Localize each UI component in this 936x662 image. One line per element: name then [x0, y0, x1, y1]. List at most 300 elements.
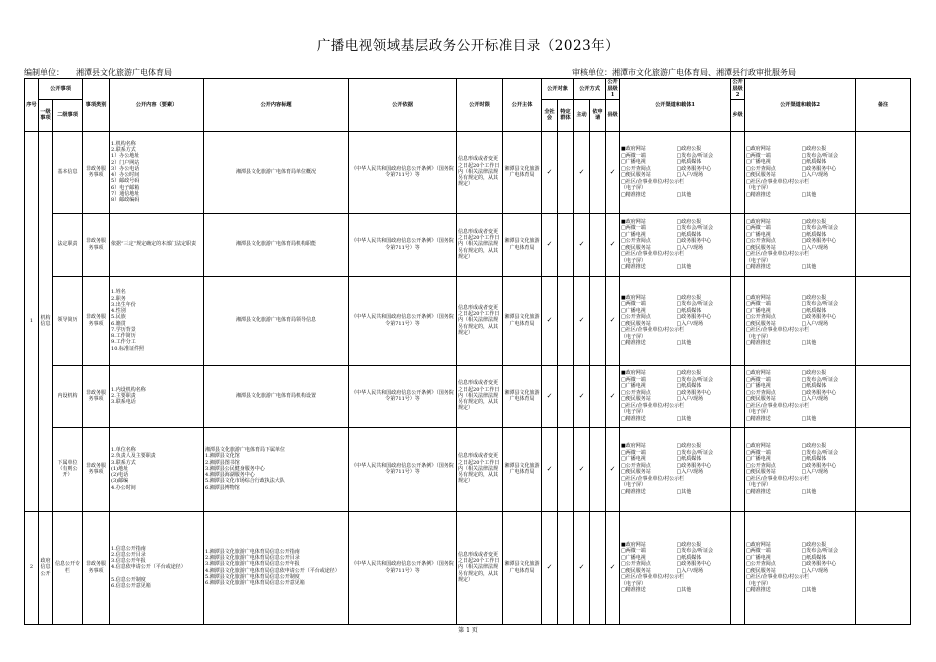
- channel-option: □精准推送: [746, 191, 771, 198]
- channel-option: （电子屏）: [746, 333, 772, 340]
- channel-option: □其他: [676, 415, 692, 422]
- header-target-all: 全社会: [542, 99, 558, 131]
- channel-option: □便民服务站: [746, 396, 776, 402]
- channel-option: □公开查阅点: [621, 314, 651, 320]
- channel-option: □政府公报: [676, 370, 702, 376]
- channel-list: [621, 370, 729, 422]
- channel-option: □发布会/听证会: [801, 301, 838, 307]
- channel-option: □两微一端: [621, 225, 646, 231]
- table-row: [25, 276, 911, 365]
- channel-option: □社区/企事业单位/村公示栏: [746, 251, 810, 257]
- header-subject: 公开主体: [503, 79, 542, 132]
- check-county: ✓: [606, 276, 620, 365]
- check-township: [731, 276, 745, 365]
- check-county: ✓: [606, 131, 620, 213]
- channel-option: □政府公报: [676, 541, 702, 548]
- channel-option: □入户/现场: [801, 469, 828, 475]
- channel-option: □发布会/听证会: [801, 376, 838, 383]
- timing: 信息形成或者变更之日起20个工作日内（相关法律法规另有规定的，从其规定）: [457, 365, 503, 427]
- reviewer-unit: 审核单位：湘潭市文化旅游广电体育局、湘潭县行政审批服务局: [572, 68, 796, 77]
- channel-option: □精准推送: [621, 587, 646, 593]
- channel-option: □广播电视: [746, 231, 771, 238]
- channel-option: □公开查阅点: [621, 165, 651, 172]
- channel-option: □纸质媒体: [801, 231, 827, 238]
- basis: 《中华人民共和国政府信息公开条例》（国务院令第711号）等: [349, 131, 457, 213]
- check-township: [731, 131, 745, 213]
- header-timing: 公开时限: [457, 79, 503, 132]
- channel-option: □纸质媒体: [801, 159, 827, 165]
- header-channel1: 公开渠道和载体1: [620, 79, 731, 132]
- channel-option: □发布会/听证会: [676, 548, 713, 554]
- channel-option: □精准推送: [621, 415, 646, 422]
- row-seq: 1: [25, 131, 39, 511]
- channel-option: □纸质媒体: [676, 231, 702, 238]
- channel-option: □公开查阅点: [746, 561, 776, 567]
- note: [856, 131, 911, 213]
- channel-option: □便民服务站: [746, 244, 776, 251]
- channel-option: □其他: [801, 488, 817, 495]
- note: [856, 213, 911, 276]
- timing: 信息形成或者变更之日起20个工作日内（相关法律法规另有规定的，从其规定）: [457, 131, 503, 213]
- channel1-cell: [620, 276, 731, 365]
- channel-option: （电子屏）: [621, 185, 647, 191]
- channel-option: □广播电视: [621, 383, 646, 389]
- channel-option: □广播电视: [621, 159, 646, 165]
- check-specific: [558, 276, 574, 365]
- channel-option: □公开查阅点: [621, 462, 651, 469]
- header-items: 公开事项: [39, 79, 83, 100]
- check-specific: [558, 511, 574, 624]
- note: [856, 511, 911, 624]
- subject: 湘潭县文化旅游广电体育局: [503, 365, 542, 427]
- check-all-society: ✓: [542, 131, 558, 213]
- channel-option: □公开查阅点: [621, 561, 651, 567]
- channel-option: □公开查阅点: [621, 389, 651, 396]
- level2-item: 基本信息: [53, 131, 83, 213]
- channel-option: ■政府网站: [621, 294, 646, 301]
- channel-option: □发布会/听证会: [676, 376, 713, 383]
- content-title: 湘潭县文化旅游广电体育局领导信息: [204, 276, 349, 365]
- content-title: 湘潭县文化旅游广电体育局单位概况: [204, 131, 349, 213]
- channel-option: □入户/现场: [801, 244, 828, 251]
- channel-option: ■政府网站: [621, 146, 646, 152]
- channel-option: □政务服务中心: [801, 238, 837, 244]
- check-on-request: [590, 131, 606, 213]
- header-level2-item: 二级事项: [53, 99, 83, 131]
- level1-item: 政府信息公开: [39, 511, 53, 624]
- channel-option: □两微一端: [621, 301, 646, 307]
- channel-option: □其他: [676, 264, 692, 270]
- channel-option: □政府公报: [801, 370, 827, 376]
- check-county: ✓: [606, 427, 620, 511]
- channel-option: □政务服务中心: [676, 165, 712, 172]
- channel-option: □广播电视: [746, 456, 771, 462]
- channel-option: □便民服务站: [746, 172, 776, 178]
- channel2-cell: [745, 276, 856, 365]
- channel-option: □纸质媒体: [676, 307, 702, 314]
- channel-option: □精准推送: [746, 587, 771, 593]
- channel-option: □政务服务中心: [676, 561, 712, 567]
- channel-list: [621, 219, 729, 271]
- item-type: 非政务服务事项: [83, 213, 110, 276]
- channel-list: [746, 443, 854, 495]
- header-note: 备注: [856, 79, 911, 132]
- channel-option: □便民服务站: [621, 567, 651, 574]
- channel-option: □政务服务中心: [801, 314, 837, 320]
- check-township: [731, 511, 745, 624]
- channel-option: □政府公报: [801, 218, 827, 225]
- check-township: [731, 213, 745, 276]
- item-type: 非政务服务事项: [83, 131, 110, 213]
- channel-option: （电子屏）: [746, 409, 772, 415]
- check-all-society: ✓: [542, 427, 558, 511]
- channel1-cell: [620, 427, 731, 511]
- content-elements: 依据“三定”规定确定的本部门法定职责: [110, 213, 204, 276]
- channel-option: □广播电视: [746, 307, 771, 314]
- channel1-cell: [620, 365, 731, 427]
- check-all-society: ✓: [542, 276, 558, 365]
- channel-option: □精准推送: [746, 488, 771, 495]
- channel-option: □入户/现场: [801, 320, 828, 327]
- table-row: [25, 511, 911, 624]
- channel-option: □两微一端: [621, 376, 646, 383]
- row-seq: 2: [25, 511, 39, 624]
- basis: 《中华人民共和国政府信息公开条例》（国务院令第711号）等: [349, 511, 457, 624]
- content-elements: 1.机构名称 2.联系方式 1）办公地址 2）门户网站 3）办公电话 4）办公时间 5）邮政号码 6）电子邮箱 7）通信地址 8）邮政编码: [110, 131, 204, 213]
- header-level1: 公开层级1: [607, 79, 618, 98]
- channel-option: □便民服务站: [621, 469, 651, 475]
- subject: 湘潭县文化旅游广电体育局: [503, 213, 542, 276]
- channel-option: □社区/企事业单位/村公示栏: [621, 574, 685, 580]
- check-all-society: ✓: [542, 213, 558, 276]
- channel-option: □便民服务站: [621, 320, 651, 327]
- channel-option: □公开查阅点: [746, 314, 776, 320]
- header-level2: 公开层级2: [732, 79, 743, 98]
- level2-item: 法定职责: [53, 213, 83, 276]
- content-elements: 1.内设机构名称 2.主要职责 3.联系电话: [110, 365, 204, 427]
- check-county: ✓: [606, 365, 620, 427]
- header-active: 主动: [574, 99, 590, 131]
- channel-option: □便民服务站: [746, 320, 776, 327]
- check-specific: [558, 427, 574, 511]
- channel-option: □其他: [801, 191, 817, 198]
- channel-option: □政府公报: [676, 443, 702, 449]
- channel-option: □两微一端: [621, 152, 646, 159]
- catalog-table-wrap: [24, 78, 911, 617]
- channel-option: □社区/企事业单位/村公示栏: [746, 327, 810, 333]
- channel-option: □政府公报: [801, 443, 827, 449]
- check-active: ✓: [574, 131, 590, 213]
- channel-list: [621, 295, 729, 347]
- channel-option: □政府网站: [746, 541, 771, 548]
- timing: 信息形成或者变更之日起20个工作日内（相关法律法规另有规定的，从其规定）: [457, 276, 503, 365]
- channel-list: [746, 295, 854, 347]
- channel-option: □广播电视: [746, 383, 771, 389]
- channel-option: □社区/企事业单位/村公示栏: [621, 327, 685, 333]
- content-elements: 1.单位名称 2.负责人及主要职责 3.联系方式 (1)地址 (2)电话 (3)邮编 4.办公时间: [110, 427, 204, 511]
- basis: 《中华人民共和国政府信息公开条例》（国务院令第711号）等: [349, 427, 457, 511]
- subject: 湘潭县文化旅游广电体育局: [503, 276, 542, 365]
- channel-option: □两微一端: [621, 548, 646, 554]
- channel-option: □纸质媒体: [801, 554, 827, 561]
- timing: 信息形成或者变更之日起20个工作日内（相关法律法规另有规定的，从其规定）: [457, 427, 503, 511]
- channel-option: □发布会/听证会: [801, 152, 838, 159]
- content-title: 湘潭县文化旅游广电体育局机构设置: [204, 365, 349, 427]
- channel-option: □便民服务站: [621, 244, 651, 251]
- channel-option: □公开查阅点: [621, 238, 651, 244]
- channel-option: □便民服务站: [621, 396, 651, 402]
- timing: 信息形成或者变更之日起20个工作日内（相关法律法规另有规定的，从其规定）: [457, 511, 503, 624]
- channel-option: □政务服务中心: [676, 462, 712, 469]
- header-level1-item: 一级事项: [39, 99, 53, 131]
- check-county: ✓: [606, 213, 620, 276]
- channel-option: （电子屏）: [621, 482, 647, 488]
- table-row: [25, 427, 911, 511]
- channel-option: □纸质媒体: [676, 456, 702, 462]
- check-township: [731, 365, 745, 427]
- channel-option: □发布会/听证会: [801, 548, 838, 554]
- check-on-request: [590, 427, 606, 511]
- check-active: ✓: [574, 511, 590, 624]
- item-type: 非政务服务事项: [83, 365, 110, 427]
- header-on-request: 依申请: [590, 99, 606, 131]
- channel-option: □两微一端: [746, 376, 771, 383]
- page-footer: 第 1 页: [458, 627, 478, 634]
- channel-option: □政府公报: [676, 218, 702, 225]
- header-target-specific: 特定群体: [558, 99, 574, 131]
- channel-option: □政务服务中心: [801, 165, 837, 172]
- content-title: 湘潭县文化旅游广电体育局下属单位 1.湘潭县文化馆 2.湘潭县图书馆 3.湘潭县公民健身服务中心 4.湘潭县海湖服务中心 5.湘潭县文化市场综合行政执法大队 6.湘潭县博物馆: [204, 427, 349, 511]
- channel-option: □政务服务中心: [801, 561, 837, 567]
- channel-option: □纸质媒体: [801, 307, 827, 314]
- channel-option: □其他: [801, 587, 817, 593]
- channel-option: □政府公报: [676, 146, 702, 152]
- channel-option: □入户/现场: [676, 469, 703, 475]
- channel-option: □政务服务中心: [676, 389, 712, 396]
- channel-option: □其他: [801, 415, 817, 422]
- check-on-request: [590, 365, 606, 427]
- check-on-request: [590, 511, 606, 624]
- channel-option: □两微一端: [746, 225, 771, 231]
- channel-option: □广播电视: [621, 307, 646, 314]
- level2-item: 信息公开专栏: [53, 511, 83, 624]
- channel-option: □入户/现场: [676, 172, 703, 178]
- channel-option: □广播电视: [621, 554, 646, 561]
- channel-option: □入户/现场: [801, 396, 828, 402]
- channel-option: □政府公报: [676, 294, 702, 301]
- channel-option: □发布会/听证会: [676, 225, 713, 231]
- check-township: [731, 427, 745, 511]
- channel-option: （电子屏）: [746, 482, 772, 488]
- channel-option: □政务服务中心: [801, 462, 837, 469]
- channel-option: □政府网站: [746, 443, 771, 449]
- channel-list: [621, 146, 729, 198]
- channel-option: □发布会/听证会: [676, 449, 713, 456]
- subject: 湘潭县文化旅游广电体育局: [503, 427, 542, 511]
- channel-option: □入户/现场: [801, 172, 828, 178]
- table-row: [25, 131, 911, 213]
- channel-list: [621, 443, 729, 495]
- channel-option: □广播电视: [621, 456, 646, 462]
- note: [856, 365, 911, 427]
- channel-option: □两微一端: [621, 449, 646, 456]
- channel-option: □纸质媒体: [676, 159, 702, 165]
- channel1-cell: [620, 213, 731, 276]
- channel-option: （电子屏）: [621, 333, 647, 340]
- channel-option: （电子屏）: [746, 257, 772, 264]
- header-channel2: 公开渠道和载体2: [745, 79, 856, 132]
- channel-option: □公开查阅点: [746, 238, 776, 244]
- channel-option: □社区/企事业单位/村公示栏: [621, 402, 685, 409]
- check-county: ✓: [606, 511, 620, 624]
- channel-option: □政务服务中心: [676, 238, 712, 244]
- channel-option: □发布会/听证会: [676, 152, 713, 159]
- channel-option: □精准推送: [621, 340, 646, 346]
- check-specific: [558, 131, 574, 213]
- subject: 湘潭县文化旅游广电体育局: [503, 131, 542, 213]
- channel-option: □政府网站: [746, 370, 771, 376]
- channel-option: □广播电视: [746, 159, 771, 165]
- check-active: ✓: [574, 276, 590, 365]
- header-basis: 公开依据: [349, 79, 457, 132]
- channel-option: （电子屏）: [621, 580, 647, 587]
- channel-option: □两微一端: [746, 548, 771, 554]
- channel-list: [746, 370, 854, 422]
- check-all-society: ✓: [542, 365, 558, 427]
- channel-option: □入户/现场: [676, 244, 703, 251]
- channel-option: □纸质媒体: [801, 456, 827, 462]
- header-seq: 序号: [25, 79, 39, 132]
- channel-option: □其他: [676, 340, 692, 346]
- channel-option: （电子屏）: [621, 257, 647, 264]
- channel-option: □发布会/听证会: [801, 225, 838, 231]
- header-target: 公开对象: [542, 79, 574, 100]
- channel-option: □社区/企事业单位/村公示栏: [621, 475, 685, 482]
- channel-option: □入户/现场: [676, 320, 703, 327]
- header-method: 公开方式: [574, 79, 606, 100]
- channel-option: □政务服务中心: [801, 389, 837, 396]
- level1-item: 机构信息: [39, 131, 53, 511]
- channel-option: □社区/企事业单位/村公示栏: [746, 402, 810, 409]
- note: [856, 276, 911, 365]
- channel-option: □精准推送: [746, 264, 771, 270]
- header-content-title: 公开内容标题: [204, 79, 349, 132]
- content-title: 1.湘潭县文化旅游广电体育局信息公开指南 2.湘潭县文化旅游广电体育局信息公开目录 3.湘潭县文化旅游广电体育局信息公开年报 4.湘潭县文化旅游广电体育局信息依申请公开（平台或途径） 5.湘潭县文化旅游广电体育局信息公开制度 6.湘潭县文化旅游广电体育局信息公开意见箱: [204, 511, 349, 624]
- channel-option: □其他: [676, 488, 692, 495]
- channel1-cell: [620, 131, 731, 213]
- content-elements: 1.信息公开指南 2.信息公开目录 3.信息公开年报 4.信息依申请公开（平台或途径） 5.信息公开制度 6.信息公开意见箱: [110, 511, 204, 624]
- check-active: ✓: [574, 213, 590, 276]
- channel2-cell: [745, 427, 856, 511]
- check-specific: [558, 213, 574, 276]
- content-title: 湘潭县文化旅游广电体育局机构职能: [204, 213, 349, 276]
- channel-option: □纸质媒体: [801, 383, 827, 389]
- channel-option: □精准推送: [746, 415, 771, 422]
- channel2-cell: [745, 511, 856, 624]
- channel2-cell: [745, 365, 856, 427]
- channel2-cell: [745, 131, 856, 213]
- channel-option: □两微一端: [746, 301, 771, 307]
- channel-option: □便民服务站: [746, 567, 776, 574]
- channel-option: □公开查阅点: [746, 462, 776, 469]
- item-type: 非政务服务事项: [83, 427, 110, 511]
- timing: 信息形成或者变更之日起20个工作日内（相关法律法规另有规定的，从其规定）: [457, 213, 503, 276]
- channel-option: □入户/现场: [676, 396, 703, 402]
- page-title: 广播电视领域基层政务公开标准目录（2023年）: [316, 38, 620, 54]
- channel-option: □精准推送: [746, 340, 771, 346]
- channel-option: □政府网站: [746, 146, 771, 152]
- item-type: 非政务服务事项: [83, 276, 110, 365]
- basis: 《中华人民共和国政府信息公开条例》（国务院令第711号）等: [349, 276, 457, 365]
- channel-option: □政府网站: [746, 294, 771, 301]
- channel-option: □社区/企事业单位/村公示栏: [621, 251, 685, 257]
- level2-item: 内设机构: [53, 365, 83, 427]
- channel-option: □政府网站: [746, 218, 771, 225]
- channel-option: □社区/企事业单位/村公示栏: [746, 475, 810, 482]
- channel-option: □公开查阅点: [746, 165, 776, 172]
- channel-option: □入户/现场: [676, 567, 703, 574]
- item-type: 非政务服务事项: [83, 511, 110, 624]
- channel-option: □社区/企事业单位/村公示栏: [746, 178, 810, 185]
- header-township: 乡级: [731, 99, 745, 131]
- channel1-cell: [620, 511, 731, 624]
- header-content-req: 公开内容（要素）: [110, 79, 204, 132]
- channel-option: （电子屏）: [746, 580, 772, 587]
- channel-option: □政府公报: [801, 294, 827, 301]
- channel-option: □广播电视: [746, 554, 771, 561]
- channel-list: [746, 146, 854, 198]
- channel-option: ■政府网站: [621, 218, 646, 225]
- channel-option: □两微一端: [746, 152, 771, 159]
- channel-option: ■政府网站: [621, 541, 646, 548]
- check-on-request: [590, 213, 606, 276]
- channel-option: ■政府网站: [621, 443, 646, 449]
- channel-option: □社区/企事业单位/村公示栏: [621, 178, 685, 185]
- channel-option: □其他: [676, 191, 692, 198]
- channel-option: □发布会/听证会: [676, 301, 713, 307]
- channel-option: □公开查阅点: [746, 389, 776, 396]
- table-row: [25, 213, 911, 276]
- channel-option: □广播电视: [621, 231, 646, 238]
- channel-option: ■政府网站: [621, 370, 646, 376]
- channel-option: □便民服务站: [746, 469, 776, 475]
- channel-option: （电子屏）: [746, 185, 772, 191]
- level2-item: 领导简历: [53, 276, 83, 365]
- subject: 湘潭县文化旅游广电体育局: [503, 511, 542, 624]
- channel-option: □两微一端: [746, 449, 771, 456]
- basis: 《中华人民共和国政府信息公开条例》（国务院令第711号）等: [349, 213, 457, 276]
- catalog-table: [24, 78, 911, 625]
- channel-list: [746, 542, 854, 594]
- basis: 《中华人民共和国政府信息公开条例》（国务院令第711号）等: [349, 365, 457, 427]
- note: [856, 427, 911, 511]
- channel-option: □精准推送: [621, 264, 646, 270]
- header-county: 县级: [606, 99, 620, 131]
- header-item-type: 事项类别: [83, 79, 110, 132]
- channel-option: □精准推送: [621, 191, 646, 198]
- channel-option: □其他: [676, 587, 692, 593]
- channel-option: □政府公报: [801, 541, 827, 548]
- channel-option: □入户/现场: [801, 567, 828, 574]
- check-on-request: [590, 276, 606, 365]
- check-specific: [558, 365, 574, 427]
- channel-list: [746, 219, 854, 271]
- channel-option: □政府公报: [801, 146, 827, 152]
- channel-list: [621, 542, 729, 594]
- channel-option: □发布会/听证会: [801, 449, 838, 456]
- level2-item: 下属单位（有则公开）: [53, 427, 83, 511]
- check-all-society: ✓: [542, 511, 558, 624]
